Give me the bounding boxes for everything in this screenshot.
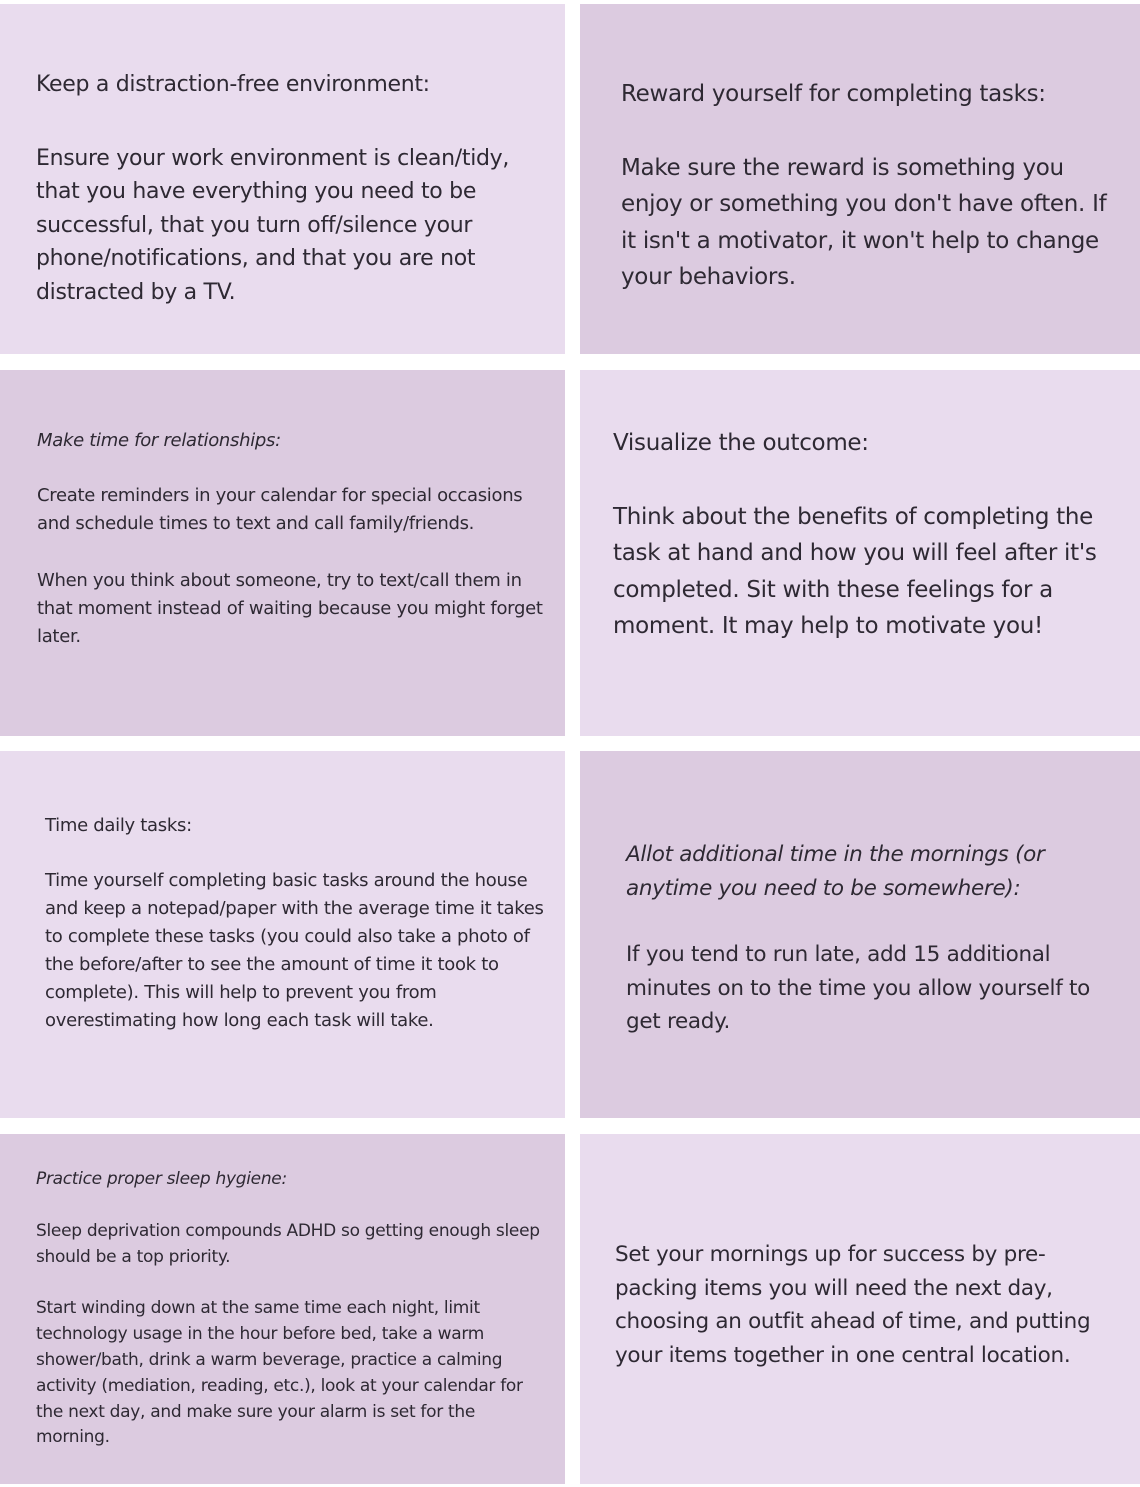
tip-card-reward-yourself (580, 4, 1140, 354)
tip-card-allot-time (580, 751, 1140, 1118)
card-heading: Reward yourself for completing tasks: (621, 81, 1046, 107)
card-heading: Visualize the outcome: (613, 430, 869, 456)
tip-card-sleep-hygiene (0, 1134, 565, 1484)
card-heading: Time daily tasks: (45, 815, 192, 836)
card-body: Time yourself completing basic tasks around the house and keep a notepad/paper with the average time it takes to complete these tasks (you could also take a photo of the before/after to see the amount of time it took to complete). This will help to prevent you from overestimating how long each task will take. (45, 870, 544, 1031)
card-body: Create reminders in your calendar for special occasions and schedule times to text and call family/friends. (37, 485, 523, 534)
card-body: If you tend to run late, add 15 additional minutes on to the time you allow yourself to get ready. (626, 942, 1090, 1034)
tip-card-visualize-outcome (580, 370, 1140, 736)
tip-card-time-daily-tasks (0, 751, 565, 1118)
card-body: Ensure your work environment is clean/tidy, that you have everything you need to be successful, that you turn off/silence your phone/notifications, and that you are not distracted by a TV. (36, 145, 510, 305)
card-heading: Practice proper sleep hygiene: (36, 1169, 287, 1189)
tip-card-distraction-free (0, 4, 565, 354)
tip-card-mornings-success (580, 1134, 1140, 1484)
card-heading: Make time for relationships: (37, 430, 281, 451)
card-body: Sleep deprivation compounds ADHD so getting enough sleep should be a top priority. (36, 1220, 540, 1267)
card-body: Make sure the reward is something you enjoy or something you don't have often. If it isn't a motivator, it won't help to change your behaviors. (621, 154, 1107, 290)
card-heading: Allot additional time in the mornings (or anytime you need to be somewhere): (626, 842, 1045, 901)
card-heading: Keep a distraction-free environment: (36, 72, 430, 97)
card-body: Set your mornings up for success by pre-packing items you will need the next day, choosing an outfit ahead of time, and putting your items together in one central location. (615, 1242, 1091, 1368)
card-body: Think about the benefits of completing the task at hand and how you will feel after it's completed. Sit with these feelings for a moment. It may help to motivate you! (613, 503, 1097, 639)
card-body: When you think about someone, try to text/call them in that moment instead of waiting because you might forget later. (37, 570, 543, 647)
card-body: Start winding down at the same time each night, limit technology usage in the hour before bed, take a warm shower/bath, drink a warm beverage, practice a calming activity (mediation, reading, etc.), look at your calendar for the next day, and make sure your alarm is set for the morning. (36, 1298, 523, 1448)
tip-card-relationships (0, 370, 565, 736)
